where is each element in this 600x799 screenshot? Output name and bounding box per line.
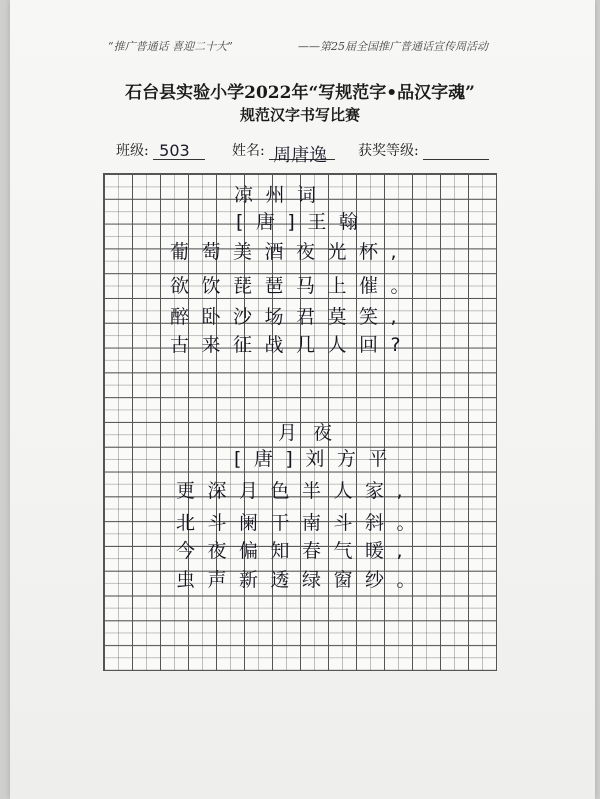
poem-author: [唐]刘方平 <box>234 448 400 470</box>
poem-title: 月夜 <box>278 422 349 444</box>
name-value: 周唐逸 <box>273 145 328 166</box>
poem-line: 更深月色半人家, <box>176 480 416 502</box>
poem-line: 葡萄美酒夜光杯, <box>170 241 410 263</box>
poem-line: 今夜偏知春气暖, <box>176 540 416 562</box>
poem-line: 虫声新透绿窗纱。 <box>176 569 429 591</box>
class-value: 503 <box>159 141 190 160</box>
class-label: 班级: <box>116 143 149 159</box>
poem-title: 凉州词 <box>234 184 329 206</box>
poem-line: 古来征战几人回? <box>170 334 414 356</box>
page-subtitle: 规范汉字书写比赛 <box>239 106 360 124</box>
page-title: 石台县实验小学2022年“写规范字•品汉字魂” <box>125 83 475 103</box>
award-label: 获奖等级: <box>358 143 419 159</box>
name-field <box>232 140 335 166</box>
award-input[interactable] <box>423 141 489 160</box>
poem-author: [唐]王翰 <box>236 211 371 233</box>
slogan-left: “推广普通话 喜迎二十大” <box>108 40 233 53</box>
poem-line: 醉卧沙场君莫笑, <box>170 306 410 328</box>
name-label: 姓名: <box>232 143 265 159</box>
class-field <box>116 140 205 160</box>
slogan-right: ——第25届全国推广普通话宣传周活动 <box>298 40 488 53</box>
poem-line: 北斗阑干南斗斜。 <box>176 512 429 534</box>
award-field <box>358 140 489 160</box>
poem-line: 欲饮琵琶马上催。 <box>170 275 423 297</box>
name-input[interactable] <box>269 141 335 166</box>
class-input[interactable] <box>153 141 205 160</box>
